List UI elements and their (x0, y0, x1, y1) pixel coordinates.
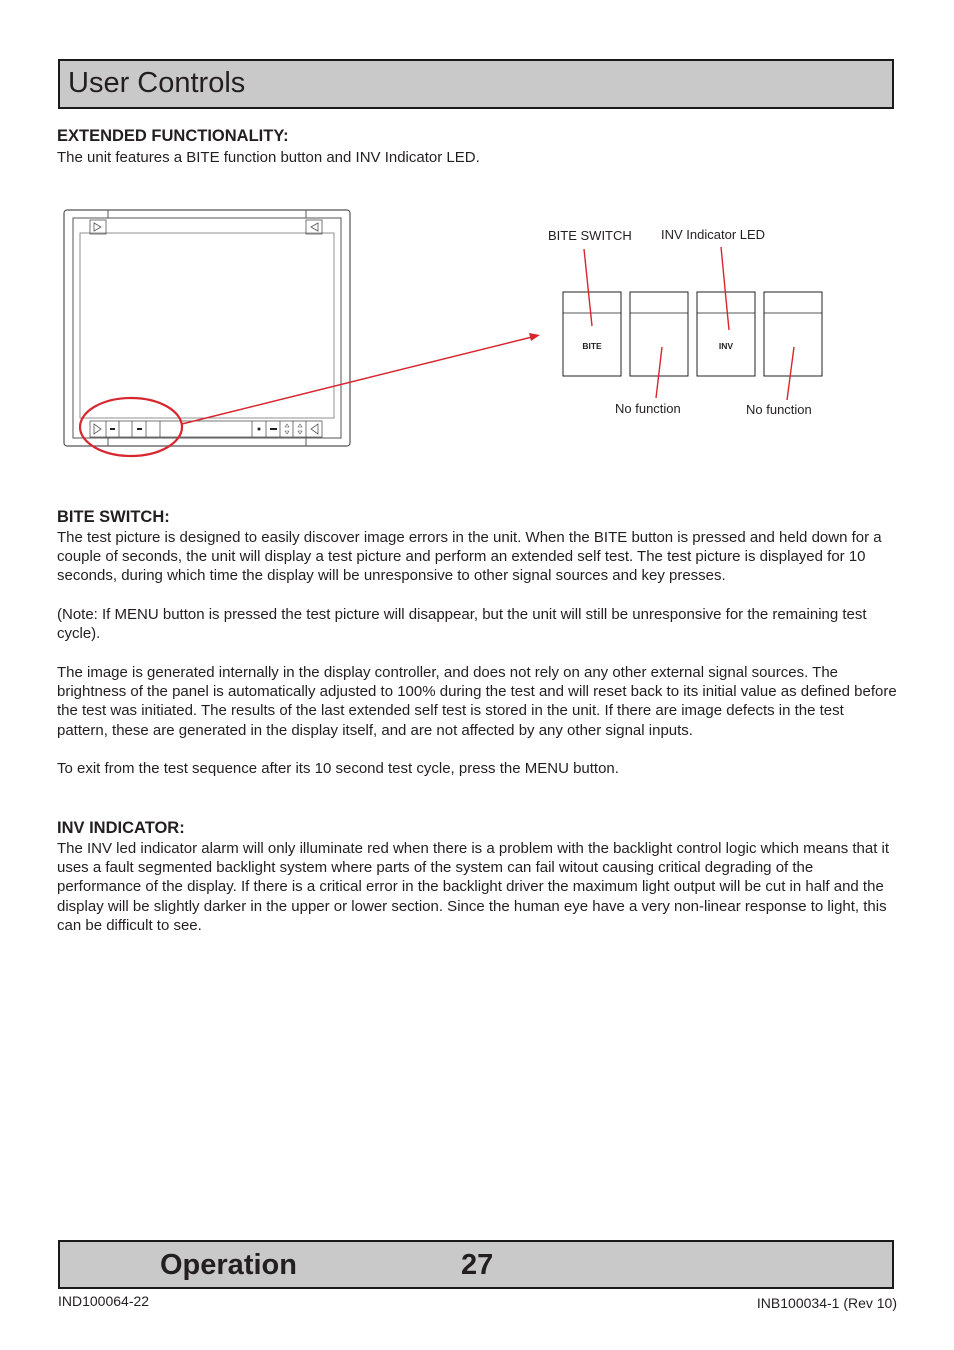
page-number: 27 (461, 1249, 494, 1281)
bite-paragraph-3: The image is generated internally in the display controller, and does not rely on any other external signal sources. The brightness of the panel is automatically adjusted to 100% during the test and will reset back to its initial value as defined before the test was initiated. The results of the last extended self test is stored in the unit. If there are image defects in the test pattern, these are generated in the display itself, and are not affected by any other signal inputs. (57, 664, 897, 739)
blank-button-box-1 (630, 292, 688, 376)
bite-switch-callout: BITE SWITCH (548, 228, 632, 243)
inv-led-label: INV (718, 341, 734, 351)
blank-button-box-2 (764, 292, 822, 376)
inv-led-callout: INV Indicator LED (661, 227, 766, 242)
inv-indicator-heading: INV INDICATOR: (57, 819, 185, 837)
bite-paragraph-4: To exit from the test sequence after its 10 second test cycle, press the MENU button. (57, 760, 619, 777)
bite-button-box (563, 292, 621, 376)
display-unit-drawing (64, 210, 350, 446)
controls-diagram (0, 0, 954, 470)
inv-indicator-text: The INV led indicator alarm will only illuminate red when there is a problem with the backlight control logic which means that it uses a fault segmented backlight system where parts of the system can fail witout causing critical degrading of the performance of the display. If there is a critical error in the backlight driver the maximum light output will be cut in half and the display will be slightly darker in the upper or lower section. Since the human eye have a very non-linear response to light, this can be difficult to see. (57, 840, 890, 934)
extended-functionality-text: The unit features a BITE function button and INV Indicator LED. (57, 149, 480, 166)
bite-button-label: BITE (582, 341, 602, 351)
footer-bar (58, 1240, 894, 1289)
bite-paragraph-2: (Note: If MENU button is pressed the test picture will disappear, but the unit will still be unresponsive for the remaining test cycle). (57, 606, 867, 643)
arrow-head (529, 333, 540, 341)
extended-functionality-heading: EXTENDED FUNCTIONALITY: (57, 127, 289, 145)
bite-paragraph-1: The test picture is designed to easily discover image errors in the unit. When the BITE button is pressed and held down for a couple of seconds, the unit will display a test picture and perform an extended self test. The test picture is displayed for 10 seconds, during which time the display will be unresponsive to other signal sources and key presses. (57, 529, 882, 585)
button-panel-enlarged (563, 292, 822, 376)
document-id-right: INB100034-1 (Rev 10) (756, 1295, 897, 1311)
no-function-callout-2: No function (746, 402, 812, 417)
no-function-callout-1: No function (615, 401, 681, 416)
document-id-left: IND100064-22 (58, 1293, 150, 1309)
footer-section-title: Operation (160, 1249, 297, 1281)
page-title: User Controls (68, 67, 246, 99)
bite-switch-heading: BITE SWITCH: (57, 508, 170, 526)
